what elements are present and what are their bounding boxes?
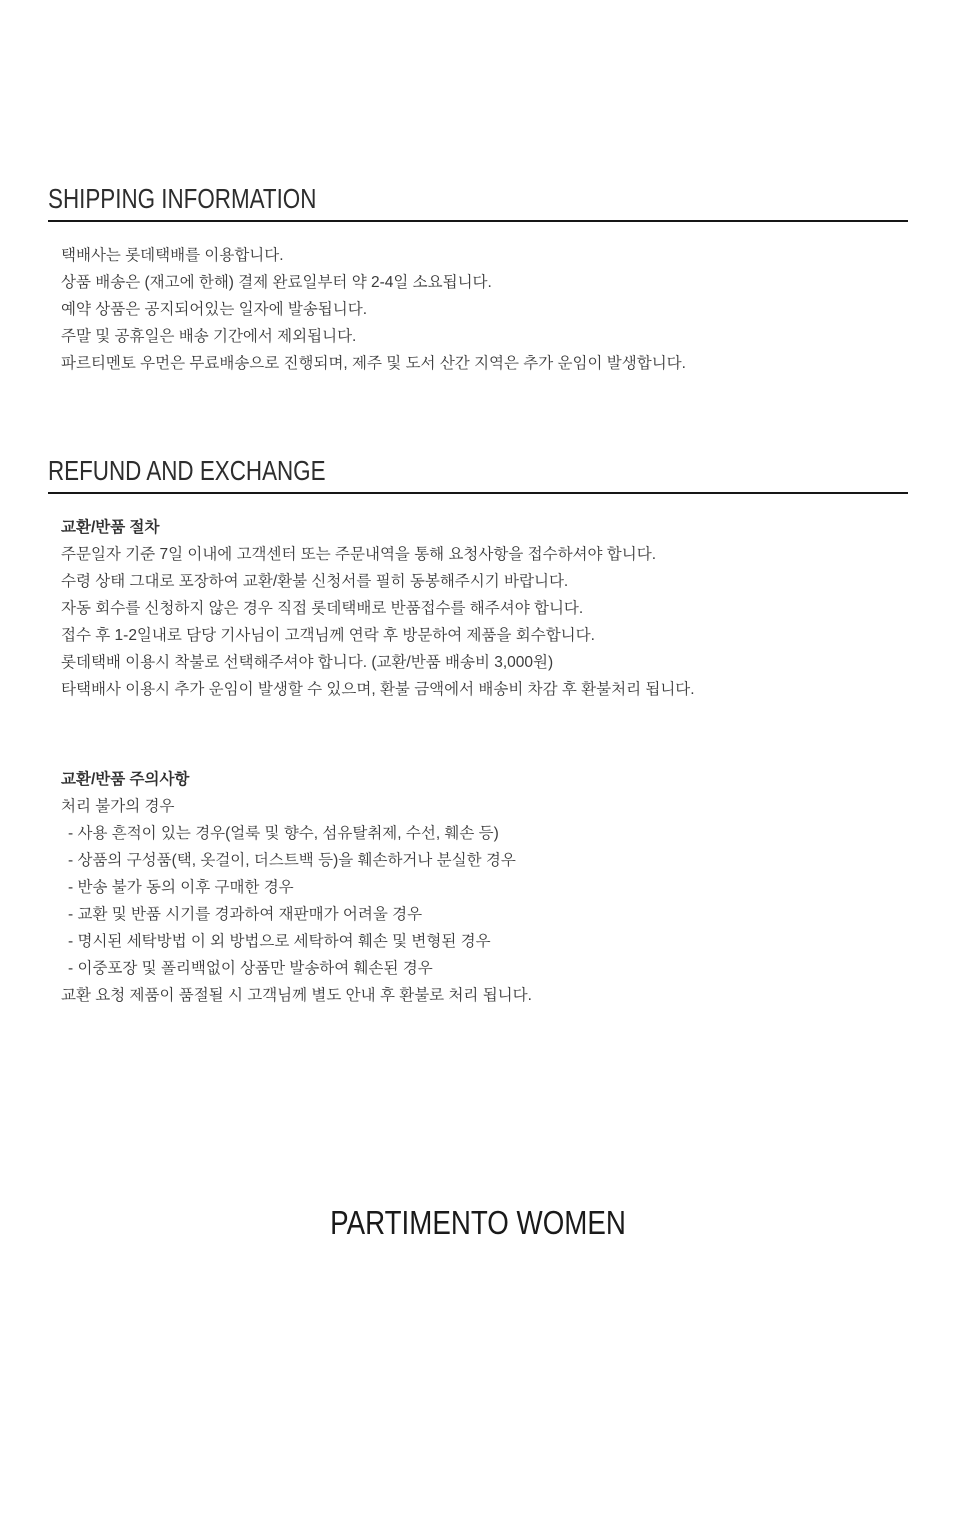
subsection: [61, 242, 908, 377]
text-line: - 반송 불가 동의 이후 구매한 경우: [68, 879, 294, 896]
text-line: 수령 상태 그대로 포장하여 교환/환불 신청서를 필히 동봉해주시기 바랍니다.: [61, 573, 569, 590]
text-line: - 사용 흔적이 있는 경우(얼룩 및 향수, 섬유탈취제, 수선, 훼손 등): [68, 825, 499, 842]
text-line: 예약 상품은 공지되어있는 일자에 발송됩니다.: [61, 301, 368, 318]
text-line: - 상품의 구성품(택, 옷걸이, 더스트백 등)을 훼손하거나 분실한 경우: [68, 852, 516, 869]
text-line: 파르티멘토 우먼은 무료배송으로 진행되며, 제주 및 도서 산간 지역은 추가 운임이 발생합니다.: [61, 355, 686, 372]
refund-section-title-text: REFUND AND EXCHANGE: [48, 455, 326, 486]
subsection-heading: 교환/반품 절차: [61, 519, 160, 536]
section-shipping-information: [48, 183, 908, 377]
shipping-section-title: [48, 183, 908, 222]
subsection: [61, 766, 908, 1009]
refund-section-title: [48, 455, 908, 494]
text-line: 택배사는 롯데택배를 이용합니다.: [61, 247, 284, 264]
text-line: 주말 및 공휴일은 배송 기간에서 제외됩니다.: [61, 328, 357, 345]
refund-section-body: [48, 514, 908, 1009]
subsection: [61, 514, 908, 703]
shipping-section-body: [48, 242, 908, 377]
brand-logo-text: PARTIMENTO WOMEN: [330, 1204, 626, 1241]
shipping-section-title-text: SHIPPING INFORMATION: [48, 183, 317, 214]
brand-logo: [48, 1203, 908, 1243]
text-line: 자동 회수를 신청하지 않은 경우 직접 롯데택배로 반품접수를 해주셔야 합니다.: [61, 600, 584, 617]
text-line: - 교환 및 반품 시기를 경과하여 재판매가 어려울 경우: [68, 906, 423, 923]
section-refund-and-exchange: [48, 455, 908, 1009]
text-line: 타택배사 이용시 추가 운임이 발생할 수 있으며, 환불 금액에서 배송비 차감 후 환불처리 됩니다.: [61, 681, 695, 698]
text-line: 교환 요청 제품이 품절될 시 고객님께 별도 안내 후 환불로 처리 됩니다.: [61, 987, 532, 1004]
brand-footer: [48, 1203, 908, 1243]
text-line: 처리 불가의 경우: [61, 798, 175, 815]
text-line: 롯데택배 이용시 착불로 선택해주셔야 합니다. (교환/반품 배송비 3,000원): [61, 654, 554, 671]
text-line: - 이중포장 및 폴리백없이 상품만 발송하여 훼손된 경우: [68, 960, 433, 977]
text-line: - 명시된 세탁방법 이 외 방법으로 세탁하여 훼손 및 변형된 경우: [68, 933, 491, 950]
shipping-refund-notice: [0, 183, 960, 1243]
text-line: 접수 후 1-2일내로 담당 기사님이 고객님께 연락 후 방문하여 제품을 회수합니다.: [61, 627, 595, 644]
text-line: 상품 배송은 (재고에 한해) 결제 완료일부터 약 2-4일 소요됩니다.: [61, 274, 492, 291]
text-line: 주문일자 기준 7일 이내에 고객센터 또는 주문내역을 통해 요청사항을 접수하셔야 합니다.: [61, 546, 657, 563]
subsection-heading: 교환/반품 주의사항: [61, 771, 190, 788]
